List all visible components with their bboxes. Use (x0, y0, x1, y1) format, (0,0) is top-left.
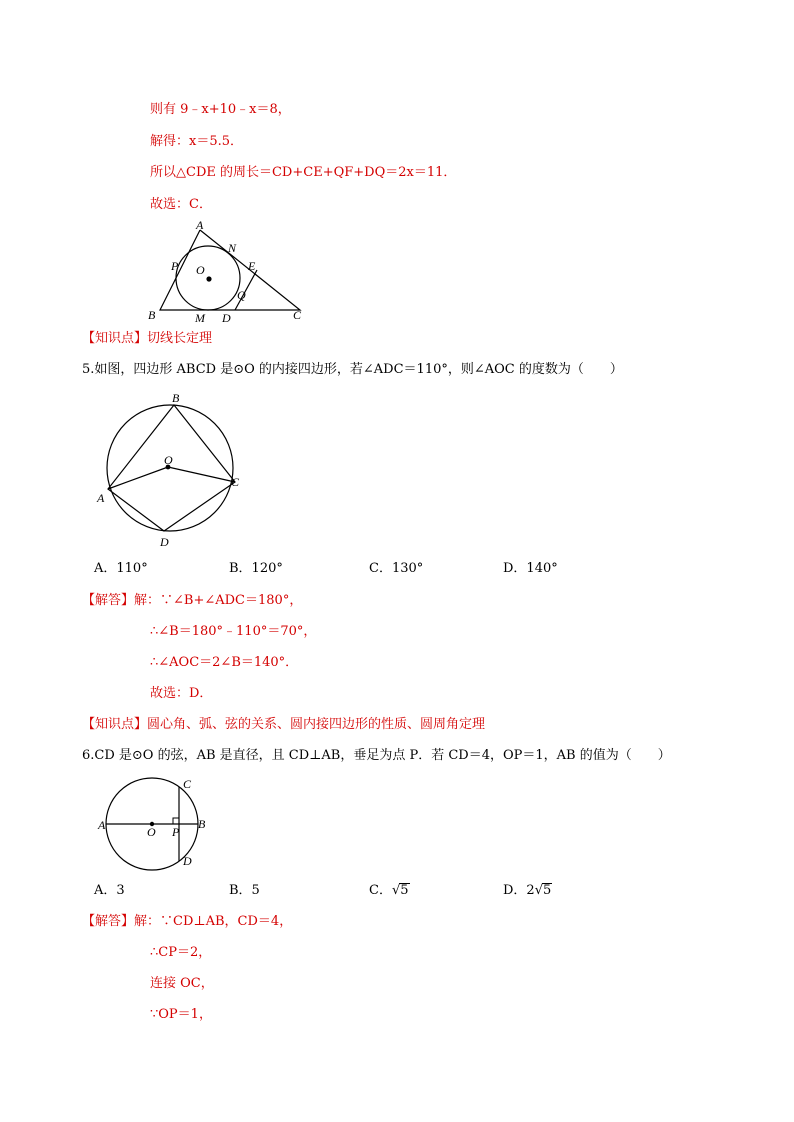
question-5-stem: 5.如图，四边形 ABCD 是⊙O 的内接四边形，若∠ADC＝110°，则∠AOC 的度数为（ ） (82, 362, 623, 377)
answer-line (82, 913, 292, 931)
option-b: B．120° (229, 561, 283, 576)
knowledge-point (82, 716, 485, 734)
label-C: C (231, 475, 240, 489)
option-c-label: C． (369, 883, 392, 898)
solution-line: 则有 9﹣x+10﹣x＝8， (150, 102, 291, 117)
solution-line: 所以△CDE 的周长＝CD+CE+QF+DQ＝2x＝11． (150, 165, 457, 180)
option-d-label: D．2 (503, 883, 535, 898)
answer-text: 解：∵∠B+∠ADC＝180°， (134, 593, 303, 608)
option-c: C．130° (369, 561, 424, 576)
label-D: D (222, 311, 231, 325)
label-C: C (183, 777, 192, 791)
question-6-stem: 6.CD 是⊙O 的弦，AB 是直径，且 CD⊥AB，垂足为点 P．若 CD＝4，OP＝1，AB 的值为（ ） (82, 748, 671, 763)
answer-line: 故选：D． (150, 686, 213, 701)
sqrt-radicand: 5 (543, 883, 552, 898)
option-a: A．110° (94, 561, 148, 576)
answer-line: 连接 OC， (150, 976, 214, 991)
knowledge-tag: 【知识点】 (82, 717, 148, 732)
label-A: A (98, 818, 106, 832)
answer-line: ∴∠AOC＝2∠B＝140°． (150, 655, 299, 670)
sqrt-radicand: 5 (400, 883, 409, 898)
triangle-incircle-figure (140, 218, 320, 328)
answer-tag: 【解答】 (82, 914, 135, 929)
label-B: B (148, 308, 156, 322)
answer-line: ∴CP＝2， (150, 945, 212, 960)
label-A: A (97, 491, 105, 505)
label-P: P (172, 825, 180, 839)
answer-tag: 【解答】 (82, 593, 135, 608)
q6-figure (95, 772, 215, 872)
label-C: C (293, 308, 302, 322)
label-O: O (164, 453, 173, 467)
knowledge-tag: 【知识点】 (82, 331, 148, 346)
option-d (503, 882, 552, 900)
label-M: M (195, 311, 205, 325)
knowledge-text: 切线长定理 (147, 331, 213, 346)
sqrt-sign: √ (534, 883, 543, 898)
label-O: O (147, 825, 156, 839)
solution-line: 故选：C． (150, 197, 212, 212)
knowledge-point (82, 330, 212, 348)
answer-text: 解：∵CD⊥AB，CD＝4， (134, 914, 293, 929)
answer-line: ∵OP＝1， (150, 1007, 212, 1022)
label-Q: Q (237, 288, 246, 302)
sqrt-sign: √ (391, 883, 401, 898)
label-D: D (183, 854, 192, 868)
answer-line (82, 592, 302, 610)
label-D: D (160, 535, 169, 549)
label-B: B (172, 391, 180, 405)
label-B: B (198, 817, 206, 831)
label-O: O (196, 263, 205, 277)
label-A: A (196, 218, 204, 232)
label-N: N (228, 241, 237, 255)
option-b: B．5 (229, 883, 260, 898)
solution-line: 解得：x＝5.5． (150, 134, 244, 149)
answer-line: ∴∠B＝180°﹣110°＝70°， (150, 624, 317, 639)
option-a: A．3 (94, 883, 125, 898)
label-P: P (171, 259, 179, 273)
option-d: D．140° (503, 561, 558, 576)
q5-figure (90, 386, 260, 551)
knowledge-text: 圆心角、弧、弦的关系、圆内接四边形的性质、圆周角定理 (147, 717, 486, 732)
option-c (369, 882, 410, 900)
label-E: E (248, 259, 256, 273)
